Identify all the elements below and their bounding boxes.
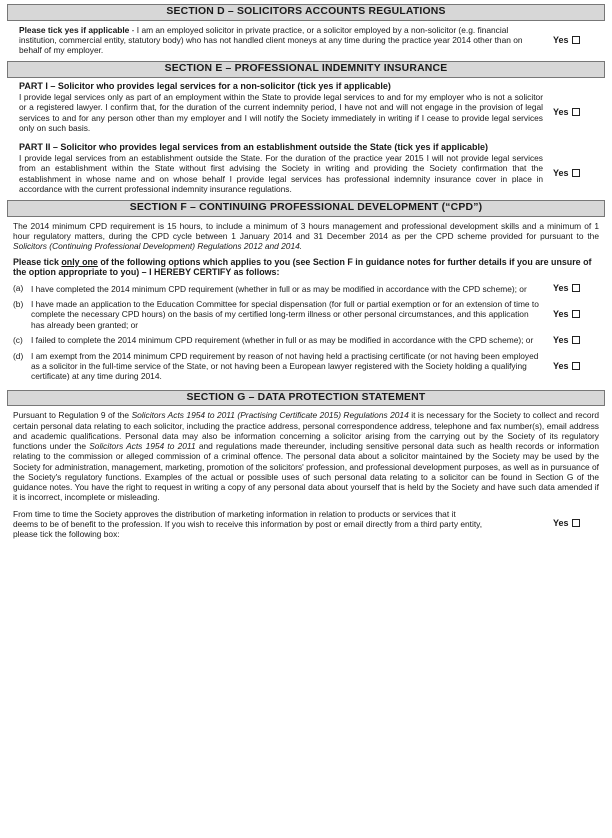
part2-row <box>19 153 599 194</box>
option-label: (d) <box>13 350 24 361</box>
data-protection-text <box>13 410 599 502</box>
option-text: I failed to complete the 2014 minimum CPD requirement (whether in full or as may be modified in accordance with the CPD scheme); or <box>31 335 534 346</box>
dp-acts-title: Solicitors Acts 1954 to 2011 <box>89 441 196 452</box>
section-d-body: - I am an employed solicitor in private practice, or a solicitor employed by a non-solicitor (e.g. financial institution, commercial entity, statutory body) who has not handled client moneys at any time during the practice year 2014 other than on behalf of my employer. <box>19 24 523 56</box>
option-a-yes-checkbox[interactable] <box>553 283 599 294</box>
cpd-option-c <box>13 335 599 346</box>
checkbox-icon[interactable] <box>572 284 580 292</box>
checkbox-icon[interactable] <box>572 519 580 527</box>
cpd-intro-text: The 2014 minimum CPD requirement is 15 hours, to include a minimum of 3 hours management and professional development skills and a minimum of 1 hour regulatory matters, during the CPD cycle between 1 January 2014 and 31 December 2014 as per the CPD scheme provided for pursuant to the <box>13 220 599 241</box>
instr-part-a: Please tick <box>13 256 62 267</box>
section-d-header: SECTION D – SOLICITORS ACCOUNTS REGULATIONS <box>7 4 605 21</box>
cpd-intro <box>13 221 599 252</box>
option-b-yes-checkbox[interactable] <box>553 309 599 320</box>
part2-yes-checkbox[interactable] <box>553 168 599 179</box>
yes-label: Yes <box>553 360 569 371</box>
dp-part-c: and regulations made thereunder, including sensitive personal data such as health records or information relating to the commission or alleged commission of a criminal offence. The personal data about a solicitor maintained by the Society may be used by the Society for administration, management, marketing, promotion of the solicitors' profession, and professional development purposes, as well as in pursuance of the Society's regulatory functions. Examples of the actual or possible uses of such personal data relating to a solicitor can be found in Section G of the guidance notes. You have the right to request in writing a copy of any personal data about yourself that is held by the Society and have such data amended if it is incorrect, incomplete or misleading. <box>13 441 599 503</box>
section-d-text <box>19 25 553 56</box>
yes-label: Yes <box>553 283 569 294</box>
checkbox-icon[interactable] <box>572 36 580 44</box>
marketing-row <box>13 509 599 540</box>
section-e-part2 <box>7 136 605 197</box>
checkbox-icon[interactable] <box>572 108 580 116</box>
section-e-header: SECTION E – PROFESSIONAL INDEMNITY INSURANCE <box>7 61 605 78</box>
section-d-lead: Please tick yes if applicable <box>19 24 130 35</box>
part2-heading: PART II – Solicitor who provides legal services from an establishment outside the State (tick yes if applicable) <box>19 142 488 153</box>
form-page <box>7 0 605 542</box>
cpd-regulations-title: Solicitors (Continuing Professional Development) Regulations 2012 and 2014. <box>13 241 303 252</box>
part1-yes-checkbox[interactable] <box>553 107 599 118</box>
yes-label: Yes <box>553 518 569 529</box>
checkbox-icon[interactable] <box>572 169 580 177</box>
option-label: (b) <box>13 299 24 310</box>
instr-underlined: only one <box>61 256 98 267</box>
dp-part-b: it is necessary for the Society to collect and record certain personal data relating to each solicitor, including the practice address, personal correspondence address, telephone and fax number(s), email address and academic qualifications. Personal data may also be information concerning a solicitor arising from the carrying out by the Society of its regulatory functions under the <box>13 410 600 452</box>
cpd-option-b <box>13 299 599 330</box>
section-g-body <box>7 406 605 542</box>
option-c-yes-checkbox[interactable] <box>553 335 599 346</box>
cpd-option-d <box>13 351 599 382</box>
section-d-row <box>7 21 605 59</box>
part1-heading: PART I – Solicitor who provides legal services for a non-solicitor (tick yes if applicable) <box>19 81 391 92</box>
section-d-yes-checkbox[interactable] <box>553 35 599 46</box>
marketing-text: From time to time the Society approves the distribution of marketing information in relation to products or services that it deems to be of benefit to the profession. If you wish to receive this information by post or email directly from a third party entity, please tick the following box: <box>13 508 483 540</box>
checkbox-icon[interactable] <box>572 336 580 344</box>
marketing-yes-checkbox[interactable] <box>553 518 599 529</box>
section-g-header: SECTION G – DATA PROTECTION STATEMENT <box>7 390 605 407</box>
option-d-yes-checkbox[interactable] <box>553 361 599 372</box>
part1-row <box>19 92 599 133</box>
option-text: I have made an application to the Education Committee for special dispensation (for full or partial exemption or for an extension of time to complete the necessary CPD hours) on the basis of my certified long-term illness or other personal circumstances, and this application has already been granted; or <box>31 299 539 330</box>
option-label: (c) <box>13 334 23 345</box>
section-f-header: SECTION F – CONTINUING PROFESSIONAL DEVELOPMENT (“CPD”) <box>7 200 605 217</box>
option-label: (a) <box>13 283 24 294</box>
option-text: I have completed the 2014 minimum CPD requirement (whether in full or as may be modified in accordance with the CPD scheme); or <box>31 283 527 294</box>
dp-part-a: Pursuant to Regulation 9 of the <box>13 410 132 421</box>
yes-label: Yes <box>553 309 569 320</box>
cpd-option-a <box>13 283 599 294</box>
part1-text: I provide legal services only as part of an employment within the State to provide legal services to and for my employer who is not a solicitor or a registered lawyer. I confirm that, for the duration of the current indemnity period, I have not and will not engage in the provision of legal services to and for any person other than my employer and I will notify the Society immediately in writing if I cease to provide legal services only on such basis. <box>19 92 543 133</box>
yes-label: Yes <box>553 107 569 118</box>
part2-text: I provide legal services from an establishment outside the State. For the duration of the practice year 2015 I will not provide legal services from an establishment within the State without first advising the Society in writing and providing the Society confirmation that the establishment in whose name and on whose behalf I provide legal services has professional indemnity insurance cover in place in accordance with the current professional indemnity insurance regulations. <box>19 153 543 194</box>
instr-part-b: of the following options which applies to you (see Section F in guidance notes for further details if you are unsure of the option appropriate to you) – I HEREBY CERTIFY as follows: <box>13 256 592 278</box>
section-f-body <box>7 217 605 385</box>
section-e-part1 <box>7 78 605 136</box>
yes-label: Yes <box>553 168 569 179</box>
yes-label: Yes <box>553 334 569 345</box>
yes-label: Yes <box>553 34 569 45</box>
checkbox-icon[interactable] <box>572 310 580 318</box>
cpd-instruction <box>13 257 599 279</box>
checkbox-icon[interactable] <box>572 362 580 370</box>
dp-regulations-title: Solicitors Acts 1954 to 2011 (Practising Certificate 2015) Regulations 2014 <box>131 410 409 421</box>
option-text: I am exempt from the 2014 minimum CPD requirement by reason of not having held a practising certificate (or not having been employed as a solicitor in the full-time service of the State, or not having been a European lawyer registered with the Society holding a qualifying certificate) at any time during 2014. <box>31 350 539 382</box>
